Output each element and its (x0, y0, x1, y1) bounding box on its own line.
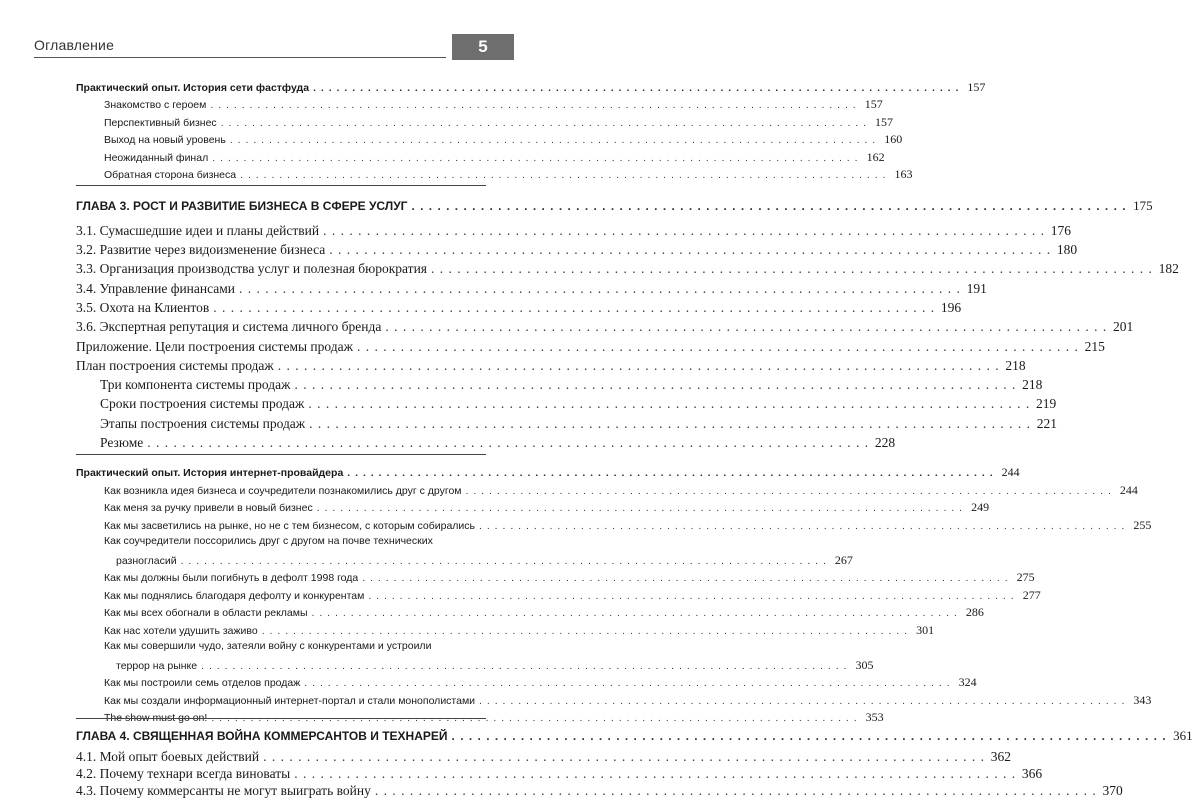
toc-entry-line1: Как мы совершили чудо, затеяли войну с конкурентами и устроили (104, 640, 432, 652)
toc-entry: Неожиданный финал . . . 162 (104, 150, 486, 165)
toc-entry: Как мы поднялись благодаря дефолту и конкурентам . . . 277 (104, 588, 486, 603)
toc-entry: Как меня за ручку привели в новый бизнес . . . 249 (104, 500, 486, 515)
entry-page: 366 (1021, 766, 1043, 781)
toc-entry: Как нас хотели удушить заживо . . . 301 (104, 623, 486, 638)
toc-entry: 3.1. Сумасшедшие идеи и планы действий . . . 176 (76, 223, 486, 239)
toc-entry: Знакомство с героем . . . 157 (104, 97, 486, 112)
toc-entry: разногласий . . . 267 (116, 553, 486, 568)
toc-entry: террор на рынке . . . 305 (116, 658, 486, 673)
toc-entry: 3.4. Управление финансами . . . 191 (76, 281, 486, 297)
toc-entry: Как мы всех обогнали в области рекламы . . . 286 (104, 605, 486, 620)
section-rule (76, 185, 486, 186)
toc-entry (76, 766, 1043, 782)
entry-label: 4.3. Почему коммерсанты не могут выиграть войну (76, 783, 371, 798)
toc-entry: Как мы создали информационный интернет-портал и стали монополистами . . . 343 (104, 693, 486, 708)
entry-label: ГЛАВА 4. СВЯЩЕННАЯ ВОЙНА КОММЕРСАНТОВ И ТЕХНАРЕЙ (76, 729, 448, 743)
toc-entry-case2-title: Практический опыт. История интернет-провайдера . . . 244 (76, 465, 486, 480)
toc-entry: The show must go on! . . . 353 (104, 710, 486, 725)
toc-entry: Как мы должны были погибнуть в дефолт 1998 года . . . 275 (104, 570, 486, 585)
entry-page: 370 (1102, 783, 1123, 798)
entry-label: Практический опыт. История сети фастфуда (76, 82, 310, 94)
section-rule (76, 718, 486, 719)
toc-entry: Как мы засветились на рынке, но не с тем бизнесом, с которым собирались . . . 255 (104, 518, 486, 533)
toc-entry: 3.6. Экспертная репутация и система личного бренда . . . 201 (76, 319, 486, 335)
page-number: 5 (452, 34, 514, 60)
dot-leader (375, 783, 1097, 799)
toc-entry: 3.3. Организация производства услуг и полезная бюрократия . . . 182 (76, 261, 486, 277)
toc-subentry: Резюме . . . 228 (100, 435, 486, 451)
entry-page: 362 (990, 749, 1011, 764)
section-rule (76, 454, 486, 455)
toc-entry-line1: Как соучредители поссорились друг с другом на почве технических (104, 535, 433, 547)
running-header-title: Оглавление (34, 37, 115, 53)
toc-subentry: Этапы построения системы продаж . . . 221 (100, 416, 486, 432)
entry-label: 4.1. Мой опыт боевых действий (76, 749, 260, 764)
header-rule (34, 57, 446, 58)
entry-label: 4.2. Почему технари всегда виноваты (76, 766, 291, 781)
toc-entry (76, 749, 1011, 765)
toc-chapter-4 (76, 728, 1193, 744)
entry-page: 157 (967, 80, 986, 94)
dot-leader (294, 766, 1016, 782)
toc-entry: Выход на новый уровень . . . 160 (104, 132, 486, 147)
toc-subentry: Три компонента системы продаж . . . 218 (100, 377, 486, 393)
running-header (0, 36, 546, 60)
entry-page: 361 (1173, 728, 1193, 743)
toc-entry: 3.5. Охота на Клиентов . . . 196 (76, 300, 486, 316)
toc-entry: Перспективный бизнес . . . 157 (104, 115, 486, 130)
toc-entry: 3.2. Развитие через видоизменение бизнеса . . . 180 (76, 242, 486, 258)
toc-entry (76, 783, 1123, 799)
dot-leader (263, 749, 985, 765)
toc-subentry: Сроки построения системы продаж . . . 219 (100, 396, 486, 412)
toc-entry-case1-title (76, 80, 986, 95)
dot-leader (452, 729, 1167, 743)
toc-entry: Как мы построили семь отделов продаж . . . 324 (104, 675, 486, 690)
toc-entry: Приложение. Цели построения системы продаж . . . 215 (76, 339, 486, 355)
toc-entry: Как возникла идея бизнеса и соучредители познакомились друг с другом . . . 244 (104, 483, 486, 498)
toc-chapter-3: ГЛАВА 3. РОСТ И РАЗВИТИЕ БИЗНЕСА В СФЕРЕ УСЛУГ . . . 175 (76, 198, 486, 214)
toc-entry: Обратная сторона бизнеса . . . 163 (104, 167, 486, 182)
toc-entry: План построения системы продаж . . . 218 (76, 358, 486, 374)
